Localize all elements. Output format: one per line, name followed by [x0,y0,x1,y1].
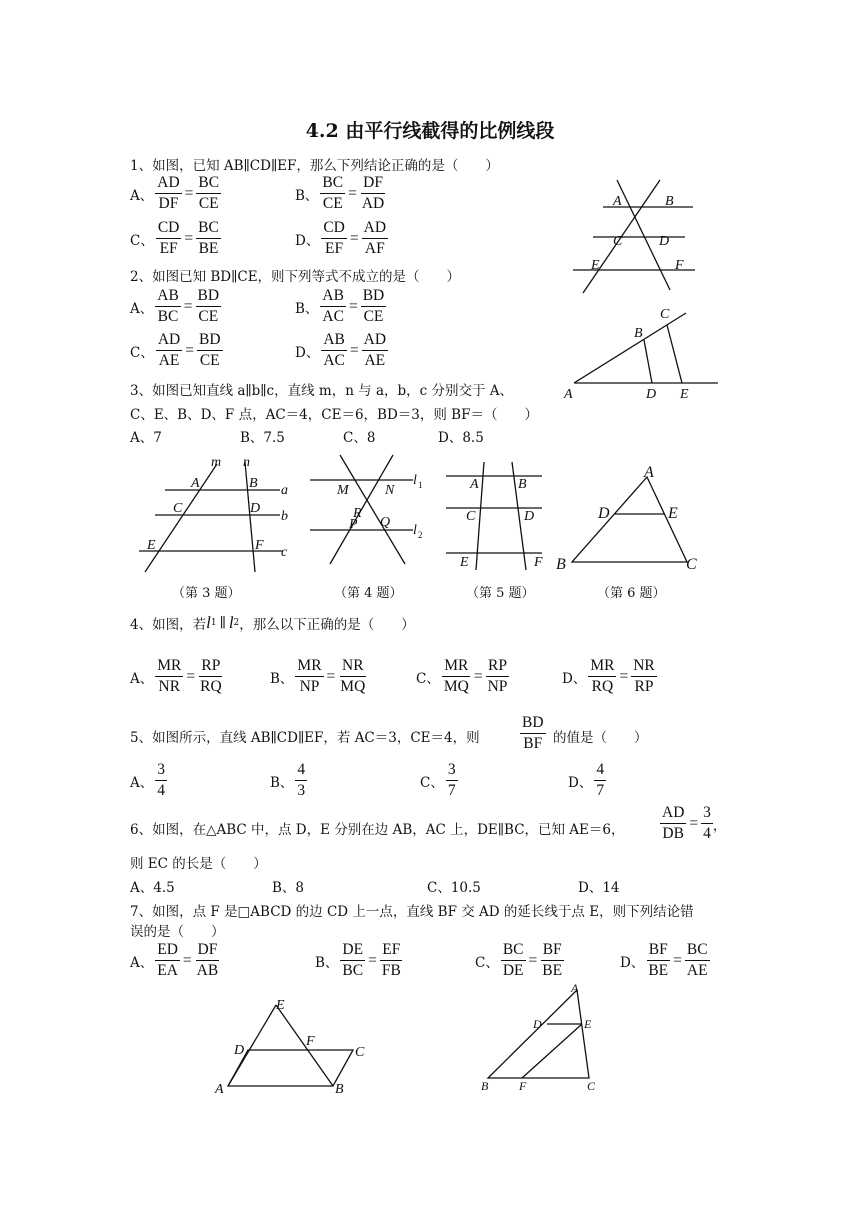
option-left-numerator: MR [155,656,183,677]
q2-option-c [130,330,223,371]
option-left-denominator: AE [158,352,180,369]
fig4-label-r: R [353,506,362,521]
fig7-label-f: F [306,1034,315,1049]
q4-tail: ，那么以下正确的是（ ） [239,617,415,633]
option-left-numerator: BF [647,940,670,961]
caption-q6: （第 6 题） [597,586,666,601]
option-label: B、 [295,187,319,204]
option-left-numerator: AB [155,286,181,307]
fig4-label-m: M [337,483,349,498]
fig8-label-a: A [571,981,579,995]
option-label: D、 [562,670,587,687]
fig3-label-n: n [243,455,250,470]
option-left-denominator: BC [157,308,179,325]
option-right-denominator: CE [199,352,220,369]
option-label: D、 [620,954,645,971]
option-label: C、 [416,670,440,687]
option-right-numerator: BF [541,940,564,961]
option-equals: = [368,951,377,969]
option-label: A、 [130,187,154,204]
fig7-label-d: D [234,1043,245,1058]
figure-q6 [552,455,712,577]
option-label: A、 [130,774,154,791]
q4-option-d [562,656,657,697]
q5-option-a [130,760,167,801]
fig3-label-d: D [250,501,261,516]
caption-q3: （第 3 题） [172,586,241,601]
option-equals: = [473,667,483,685]
option-label: B、 [270,774,294,791]
q6-option-c: C、10.5 [427,880,481,896]
q7-option-b [315,940,403,981]
option-right-numerator: DF [196,940,220,961]
fig1-label-f: F [675,258,684,273]
q3-option-b: B、7.5 [240,430,285,446]
option-left-denominator: MQ [443,678,469,695]
q5-fraction [520,713,546,754]
q7-line1: 7、如图，点 F 是□ABCD 的边 CD 上一点，直线 BF 交 AD 的延长线于点 E，则下列结论错 [130,904,694,920]
q5-frac-num: BD [520,713,546,734]
option-right-denominator: AF [364,240,385,257]
q1-text: 1、如图，已知 AB∥CD∥EF，那么下列结论正确的是（ ） [130,158,499,174]
option-equals: = [673,951,682,969]
option-label: C、 [475,954,499,971]
figure-q4 [305,452,430,577]
option-left-numerator: ED [155,940,180,961]
fig5-label-a: A [470,477,479,492]
fig8-label-d: D [533,1017,542,1031]
option-denominator: 7 [596,782,605,799]
figure-q5 [440,458,550,573]
fig2-label-d: B [634,326,643,341]
fig5-label-b: B [518,477,527,492]
figure-q7-triangle [475,980,615,1095]
q7-option-a [130,940,220,981]
option-right-denominator: AE [686,962,708,979]
q6-option-d: D、14 [578,880,620,896]
page-title: 4.2 由平行线截得的比例线段 [305,120,555,142]
option-left-numerator: BC [501,940,526,961]
option-equals: = [348,184,357,202]
q6-frac2-den: 4 [703,825,711,842]
option-denominator: 4 [157,782,165,799]
option-label: C、 [130,344,154,361]
fig2-label-b: D [646,387,657,402]
option-right-numerator: BC [196,173,221,194]
option-right-denominator: AE [364,352,386,369]
q3-option-d: D、8.5 [438,430,484,446]
fig3-label-b: B [249,476,258,491]
option-right-denominator: MQ [340,678,366,695]
option-left-denominator: AC [323,352,345,369]
option-right-denominator: CE [363,308,384,325]
fig6-label-e: E [668,505,678,522]
option-equals: = [348,297,358,315]
q3-option-a: A、7 [130,430,162,446]
option-left-denominator: EF [325,240,344,257]
option-right-denominator: AB [196,962,219,979]
q4-l1: l [206,613,211,632]
figure-q7-parallelogram [210,995,380,1097]
option-label: B、 [315,954,339,971]
q6-option-b: B、8 [272,880,305,896]
q6-option-a: A、4.5 [130,880,175,896]
q4-text-row [130,613,415,633]
option-left-numerator: DE [340,940,365,961]
caption-q4: （第 4 题） [334,586,403,601]
fig4-label-n: N [385,483,395,498]
fig5-label-e: E [460,555,469,570]
option-right-numerator: NR [340,656,366,677]
option-left-denominator: NR [158,678,181,695]
fig1-label-a: A [613,194,622,209]
q1-option-a [130,173,221,214]
option-equals: = [184,229,194,247]
q1-option-c [130,218,221,259]
option-label: A、 [130,300,154,317]
fig4-label-p: P [349,517,358,532]
option-left-denominator: NP [299,678,320,695]
option-numerator: 4 [295,760,307,781]
option-left-denominator: DE [502,962,524,979]
q5-tail: 的值是（ ） [553,730,648,746]
fig3-label-a: A [191,476,200,491]
option-right-denominator: BE [542,962,563,979]
fig3-label-line-b: b [281,509,288,524]
option-right-numerator: NR [631,656,657,677]
q6-line2: 则 EC 的长是（ ） [130,856,267,872]
option-label: C、 [130,232,154,249]
option-left-numerator: CD [156,218,182,239]
option-right-denominator: RP [634,678,654,695]
fig3-label-m: m [211,455,222,470]
option-label: D、 [568,774,593,791]
option-left-numerator: AB [321,330,347,351]
option-right-denominator: CE [198,308,219,325]
fig3-label-line-c: c [281,545,288,560]
q5-frac-den: BF [523,735,543,752]
fig7-label-e: E [276,998,285,1013]
fig4-label-l: l [413,473,417,488]
option-equals: = [182,951,192,969]
q6-frac1-den: DB [662,825,684,842]
option-equals: = [619,667,629,685]
q3-option-c: C、8 [343,430,376,446]
q7-option-c [475,940,564,981]
q2-option-d [295,330,388,371]
option-left-denominator: CE [322,195,343,212]
option-label: A、 [130,954,154,971]
fig1-label-c: C [613,234,623,249]
option-left-numerator: AB [320,286,346,307]
option-equals: = [185,341,194,359]
fig4-label-l-sub1: 1 [418,480,423,490]
option-right-numerator: EF [380,940,402,961]
option-label: C、 [420,774,444,791]
q4-l2-sub: 2 [233,618,240,628]
option-left-denominator: BE [648,962,669,979]
option-right-denominator: CE [198,195,219,212]
option-left-numerator: AD [156,330,182,351]
q6-frac2-num: 3 [701,803,713,824]
q5-text: 5、如图所示，直线 AB∥CD∥EF，若 AC＝3，CE＝4，则 [130,730,480,746]
option-right-denominator: BE [198,240,219,257]
option-equals: = [183,297,193,315]
option-numerator: 3 [155,760,167,781]
fig6-label-c: C [686,556,697,573]
fig6-label-b: B [556,556,566,573]
option-equals: = [184,184,194,202]
option-numerator: 3 [446,760,458,781]
option-equals: = [528,951,538,969]
fig4-label-q: Q [380,515,391,530]
fig3-label-f: F [255,538,264,553]
option-right-numerator: RP [486,656,509,677]
q5-option-b [270,760,307,801]
q1-option-b [295,173,386,214]
option-left-numerator: AD [155,173,181,194]
fig8-label-f: F [519,1079,527,1093]
q6-text: 6、如图，在△ABC 中，点 D，E 分别在边 AB，AC 上，DE∥BC，已知 AE＝6， [130,822,625,838]
fig7-label-a: A [215,1082,224,1097]
q5-option-c [420,760,458,801]
option-left-numerator: MR [588,656,616,677]
option-left-denominator: EA [157,962,178,979]
figure-q1 [565,175,705,300]
q4-option-c [416,656,509,697]
figure-q2 [560,303,720,403]
fig5-label-f: F [534,555,543,570]
fig3-label-line-a: a [281,483,288,498]
fig6-label-a: A [644,464,654,481]
fig8-label-e: E [584,1017,592,1031]
option-label: A、 [130,670,154,687]
q4-l1-sub: 1 [210,618,217,628]
q7-option-d [620,940,710,981]
fig3-label-c: C [173,501,183,516]
option-left-denominator: EF [159,240,178,257]
option-right-denominator: FB [381,962,401,979]
q6-frac1-num: AD [660,803,686,824]
option-label: D、 [295,232,320,249]
q6-equals: = [689,814,699,832]
option-right-numerator: AD [362,330,388,351]
q6-fraction: $\frac{AD}{DB}$ = $\frac{3}{4}$ ， [662,804,727,842]
option-denominator: 3 [297,782,306,799]
q2-option-a [130,286,221,327]
q4-text: 4、如图，若 [130,617,207,633]
fig2-label-a: A [564,387,573,402]
q4-l2: l [228,613,234,632]
option-label: B、 [270,670,294,687]
option-right-denominator: NP [487,678,508,695]
fig5-label-c: C [466,509,476,524]
figure-q3 [135,452,300,577]
option-right-numerator: BC [196,218,221,239]
caption-q5: （第 5 题） [466,586,535,601]
option-left-denominator: BC [342,962,364,979]
option-equals: = [186,667,196,685]
fig1-label-b: B [665,194,674,209]
option-equals: = [349,341,359,359]
option-right-numerator: BD [361,286,387,307]
option-right-numerator: BC [685,940,710,961]
option-left-numerator: CD [321,218,347,239]
option-left-numerator: BC [320,173,345,194]
fig2-label-c: E [680,387,689,402]
fig7-label-b: B [335,1082,344,1097]
option-left-numerator: MR [295,656,323,677]
q3-line2: C、E、B、D、F 点，AC＝4，CE＝6，BD＝3，则 BF＝（ ） [130,407,538,423]
option-equals: = [349,229,359,247]
q2-text: 2、如图已知 BD∥CE，则下列等式不成立的是（ ） [130,269,461,285]
option-right-numerator: AD [362,218,388,239]
fig4-label-l2: l [413,523,417,538]
q7-line2: 误的是（ ） [130,924,225,940]
option-denominator: 7 [447,782,456,799]
q4-option-a [130,656,224,697]
q2-option-b [295,286,386,327]
q4-option-b [270,656,367,697]
option-right-numerator: BD [196,286,222,307]
fig1-label-e: E [591,258,600,273]
option-left-numerator: MR [442,656,470,677]
option-left-denominator: RQ [591,678,614,695]
fig6-label-d: D [598,505,610,522]
option-numerator: 4 [594,760,606,781]
fig5-label-d: D [524,509,535,524]
fig3-label-e: E [147,538,156,553]
q5-option-d [568,760,606,801]
option-left-denominator: DF [158,195,179,212]
fig2-label-e: C [660,307,670,322]
fig8-label-b: B [481,1079,489,1093]
q1-option-d [295,218,388,259]
q4-parallel: ∥ [219,615,226,631]
option-right-numerator: DF [361,173,385,194]
option-right-denominator: AD [361,195,385,212]
q3-line1: 3、如图已知直线 a∥b∥c，直线 m，n 与 a，b，c 分别交于 A、 [130,383,514,399]
option-label: B、 [295,300,319,317]
fig4-label-l-sub2: 2 [418,530,423,540]
option-right-denominator: RQ [200,678,222,695]
fig8-label-c: C [587,1079,596,1093]
option-left-denominator: AC [322,308,344,325]
fig1-label-d: D [659,234,670,249]
fig7-label-c: C [355,1045,365,1060]
option-equals: = [326,667,336,685]
option-label: D、 [295,344,320,361]
option-right-numerator: BD [197,330,223,351]
option-right-numerator: RP [199,656,222,677]
